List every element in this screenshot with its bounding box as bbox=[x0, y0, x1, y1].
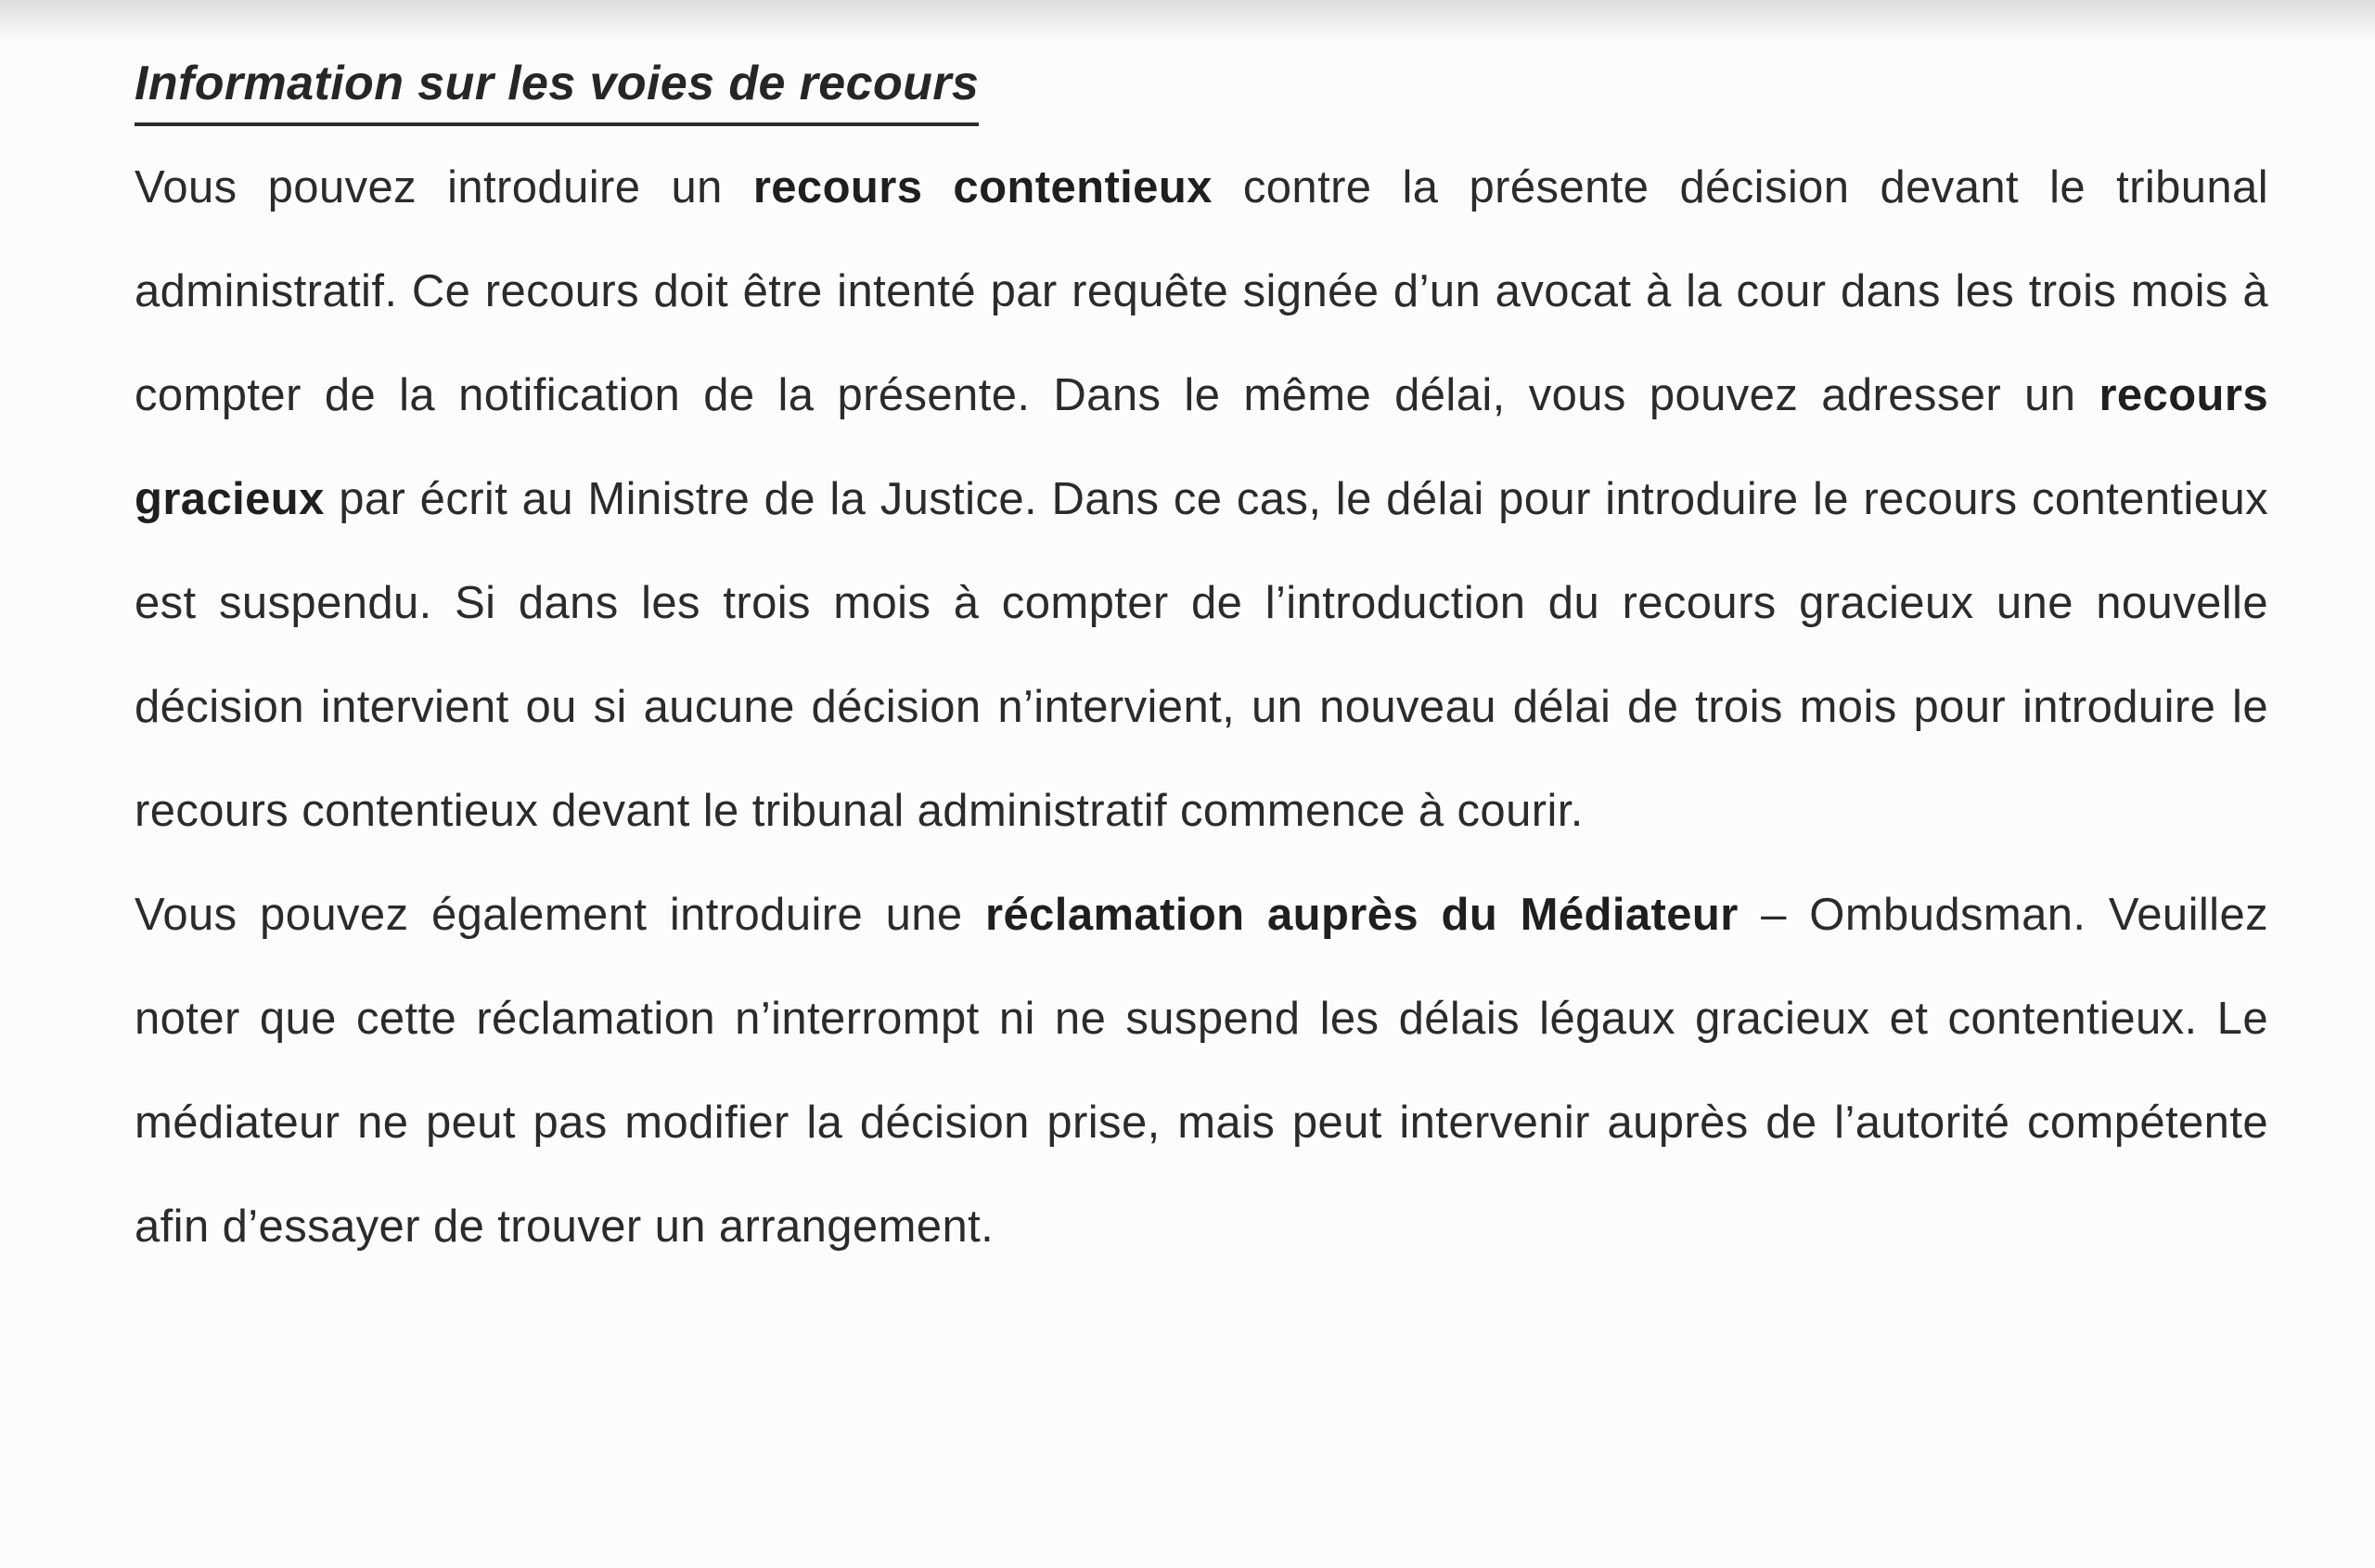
paragraph-recours bbox=[135, 135, 2268, 863]
paragraph-recours-text-2: contre la présente décision devant le tribunal administratif. Ce recours doit être intenté par requête signée d’un avocat à la cour dans les trois mois à compter de la notification de la présente. Dans le même délai, vous pouvez adresser un bbox=[135, 162, 2268, 420]
paragraph-mediateur bbox=[135, 863, 2268, 1279]
reclamation-mediateur-term: réclamation auprès du Médiateur bbox=[985, 890, 1739, 940]
section-heading: Information sur les voies de recours bbox=[135, 45, 979, 126]
document-body bbox=[135, 45, 2268, 1279]
paragraph-mediateur-text-1: Vous pouvez également introduire une bbox=[135, 890, 986, 940]
recours-gracieux-term: recours gracieux bbox=[135, 370, 2268, 524]
paragraph-recours-text-1: Vous pouvez introduire un bbox=[135, 162, 753, 212]
scan-top-shadow bbox=[0, 0, 2375, 43]
paragraph-recours-text-3: par écrit au Ministre de la Justice. Dans ce cas, le délai pour introduire le recours contentieux est suspendu. Si dans les trois mois à compter de l’introduction du recours gracieux une nouvelle décision intervient ou si aucune décision n’intervient, un nouveau délai de trois mois pour introduire le recours contentieux devant le tribunal administratif commence à courir. bbox=[135, 474, 2268, 836]
paragraph-mediateur-text-2: – Ombudsman. Veuillez noter que cette réclamation n’interrompt ni ne suspend les délais légaux gracieux et contentieux. Le médiateur ne peut pas modifier la décision prise, mais peut intervenir auprès de l’autorité compétente afin d’essayer de trouver un arrangement. bbox=[135, 890, 2268, 1252]
recours-contentieux-term: recours contentieux bbox=[752, 162, 1213, 212]
